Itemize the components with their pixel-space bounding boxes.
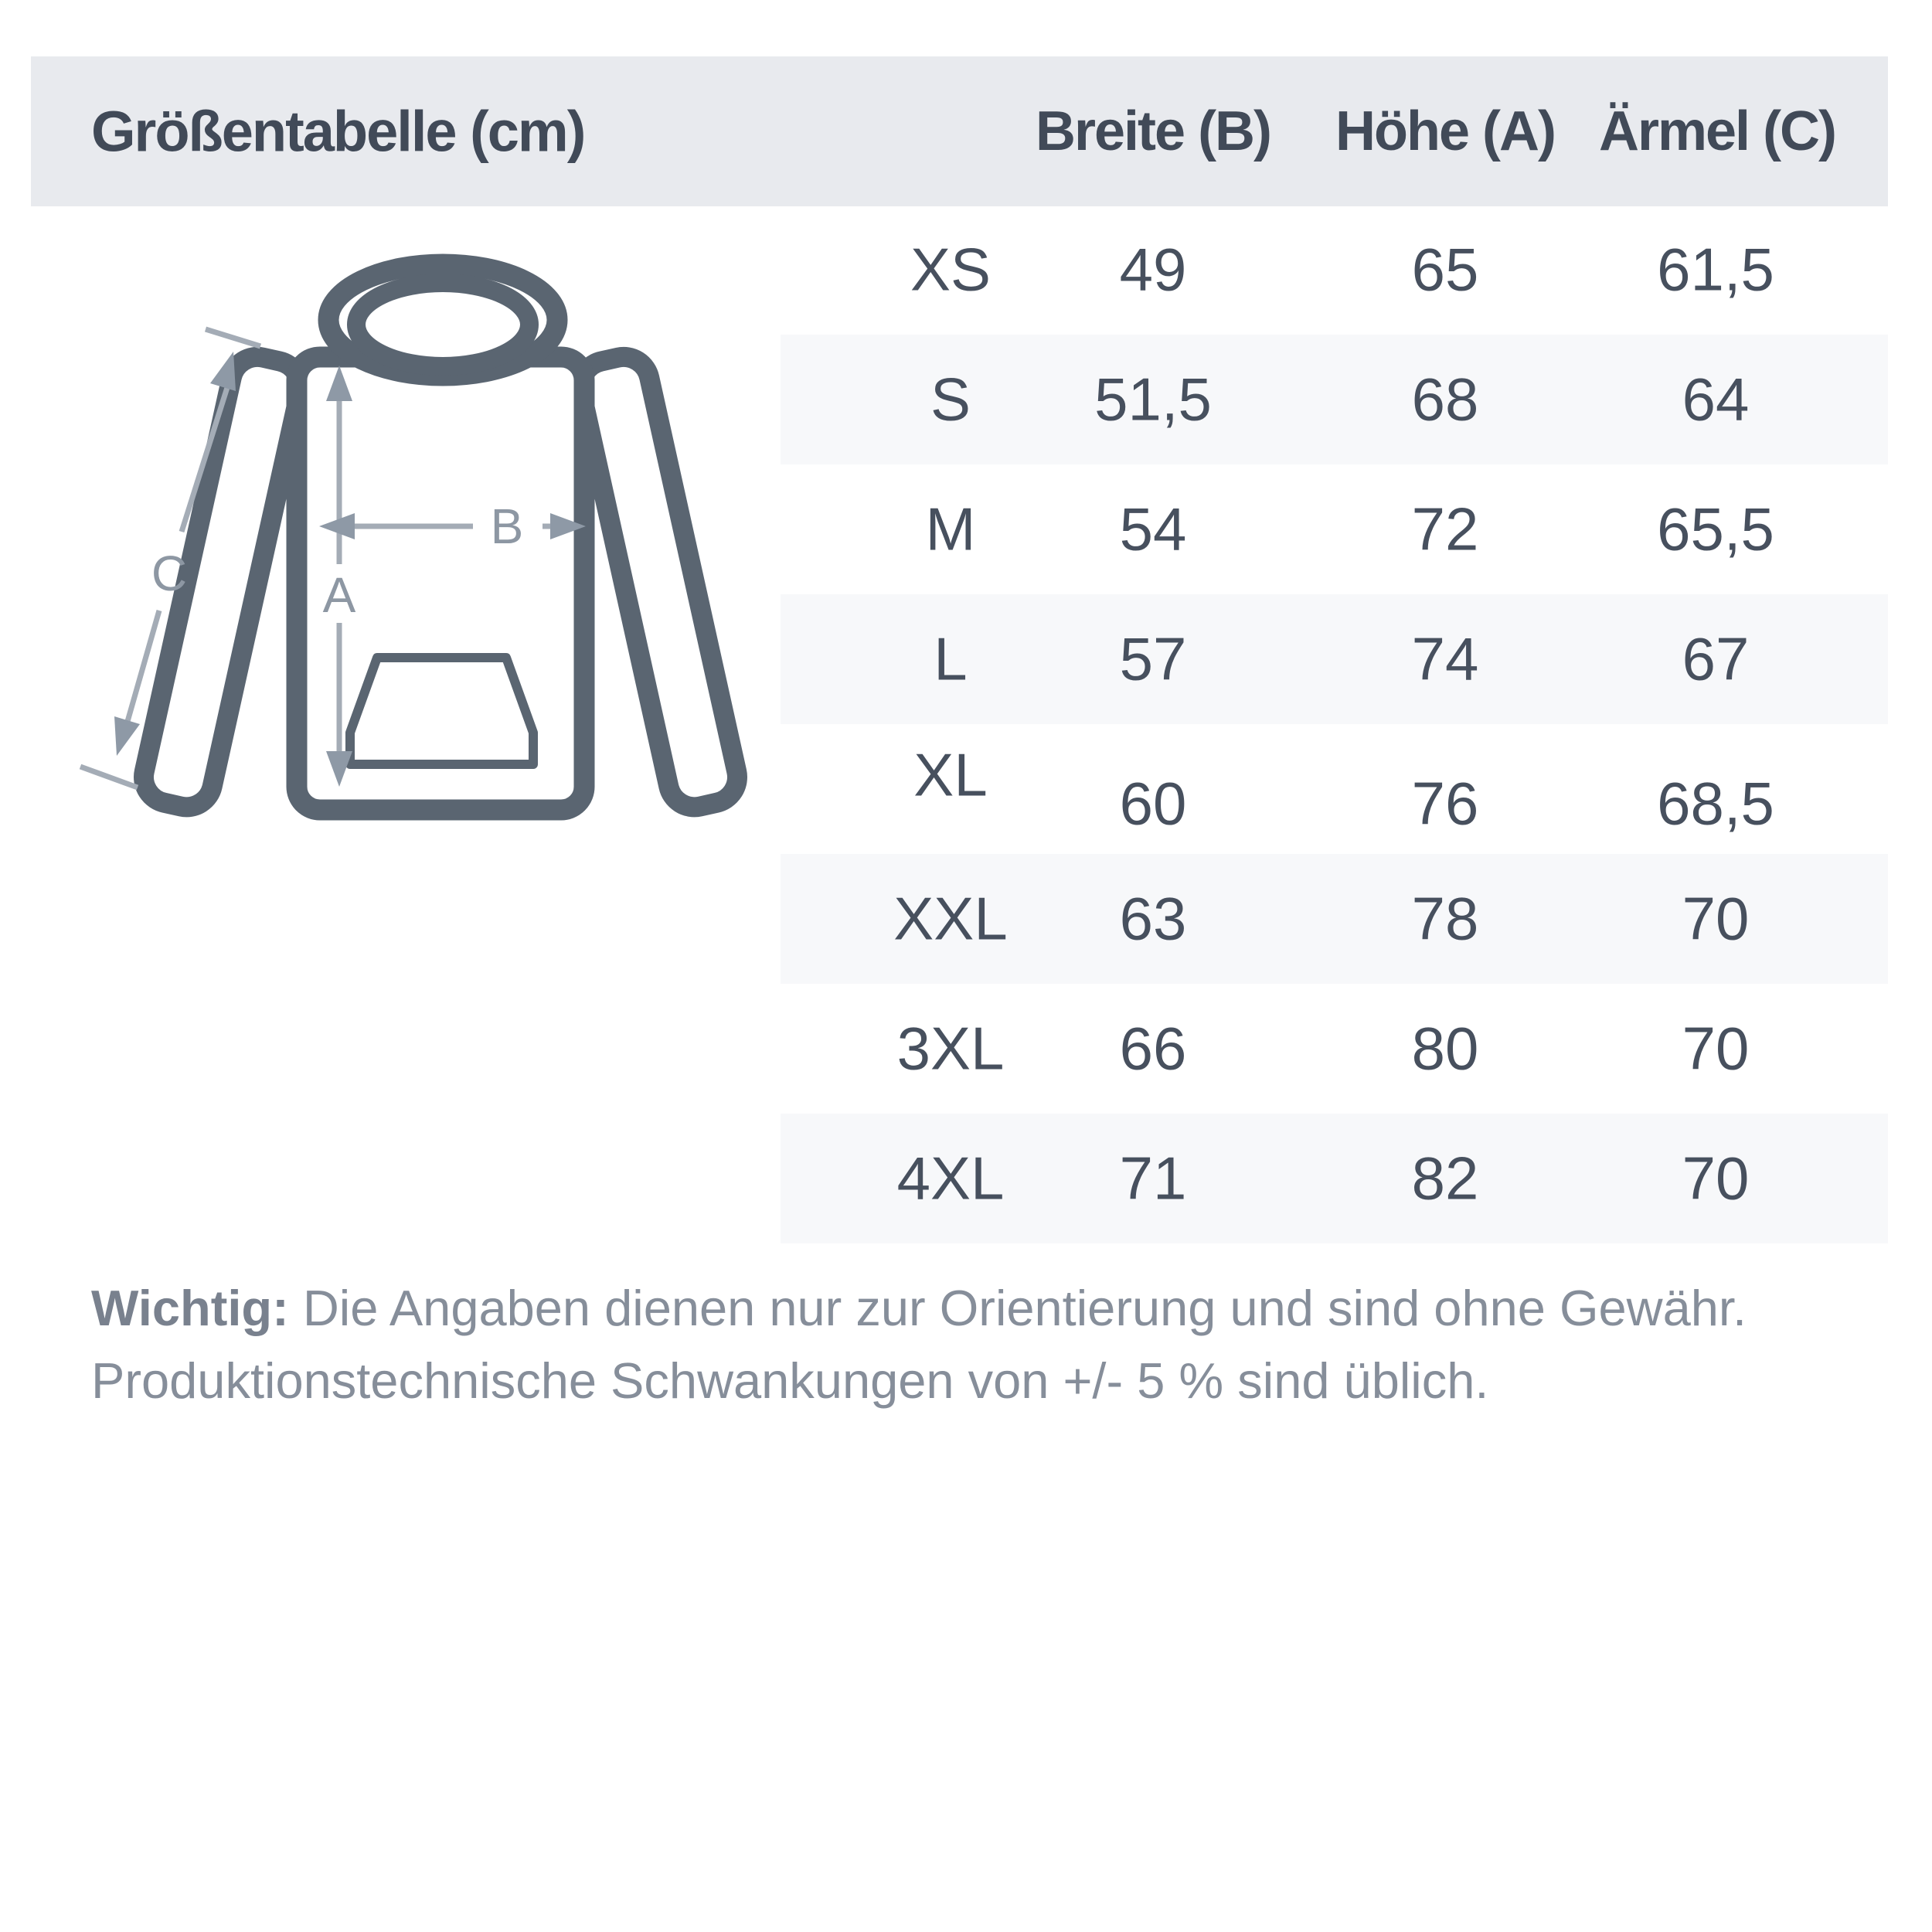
hoehe-cell: 74 bbox=[1411, 624, 1479, 693]
aermel-cell: 68,5 bbox=[1657, 769, 1774, 838]
aermel-cell: 70 bbox=[1682, 1144, 1750, 1213]
arrowhead-c-down bbox=[114, 716, 140, 756]
aermel-cell: 67 bbox=[1682, 624, 1750, 693]
hoehe-cell: 82 bbox=[1411, 1144, 1479, 1213]
label-b: B bbox=[490, 498, 524, 554]
hoehe-cell: 72 bbox=[1411, 495, 1479, 563]
disclaimer-line-2: Produktionstechnische Schwankungen von +/- 5 % sind üblich. bbox=[91, 1352, 1489, 1409]
hoehe-cell: 68 bbox=[1411, 365, 1479, 434]
table-row-4xl bbox=[781, 1114, 1888, 1243]
arrow-c-tick-bottom bbox=[80, 767, 138, 787]
disclaimer-text-1: Die Angaben dienen nur zur Orientierung und sind ohne Gewähr. bbox=[302, 1280, 1747, 1336]
disclaimer-note bbox=[91, 1272, 1869, 1417]
breite-cell: 71 bbox=[1119, 1144, 1187, 1213]
breite-cell: 49 bbox=[1119, 235, 1187, 304]
page-title: Größentabelle (cm) bbox=[91, 99, 585, 164]
size-cell: XS bbox=[910, 235, 992, 304]
disclaimer-line-1 bbox=[91, 1272, 1869, 1345]
aermel-cell: 64 bbox=[1682, 365, 1750, 434]
size-cell: S bbox=[930, 365, 971, 434]
breite-cell: 54 bbox=[1119, 495, 1187, 563]
column-header-breite: Breite (B) bbox=[1035, 100, 1271, 162]
size-cell: 3XL bbox=[896, 1014, 1005, 1083]
hoehe-cell: 80 bbox=[1411, 1014, 1479, 1083]
hood-inner bbox=[356, 283, 529, 366]
breite-cell: 60 bbox=[1119, 769, 1187, 838]
aermel-cell: 61,5 bbox=[1657, 235, 1774, 304]
pocket bbox=[350, 658, 533, 764]
aermel-cell: 65,5 bbox=[1657, 495, 1774, 563]
size-cell: XL bbox=[913, 740, 988, 809]
label-c: C bbox=[151, 546, 188, 601]
table-row-xl bbox=[781, 724, 1888, 854]
disclaimer-label: Wichtig: bbox=[91, 1280, 289, 1336]
right-sleeve bbox=[576, 352, 743, 811]
aermel-cell: 70 bbox=[1682, 1014, 1750, 1083]
breite-cell: 66 bbox=[1119, 1014, 1187, 1083]
hoehe-cell: 76 bbox=[1411, 769, 1479, 838]
breite-cell: 57 bbox=[1119, 624, 1187, 693]
table-row-xs bbox=[781, 205, 1888, 335]
hoehe-cell: 65 bbox=[1411, 235, 1479, 304]
breite-cell: 51,5 bbox=[1094, 365, 1212, 434]
size-cell: XXL bbox=[893, 884, 1008, 953]
hoodie-outline bbox=[138, 264, 742, 812]
hoodie-diagram bbox=[0, 0, 781, 889]
arrowhead-c-up bbox=[210, 352, 236, 391]
arrow-c-tick-top bbox=[206, 329, 260, 346]
size-cell: L bbox=[934, 624, 968, 693]
table-row-s bbox=[781, 335, 1888, 464]
table-row-3xl bbox=[781, 984, 1888, 1114]
hoehe-cell: 78 bbox=[1411, 884, 1479, 953]
size-cell: M bbox=[925, 495, 976, 563]
column-header-aermel: Ärmel (C) bbox=[1598, 100, 1836, 162]
table-row-m bbox=[781, 464, 1888, 594]
table-row-l bbox=[781, 594, 1888, 724]
aermel-cell: 70 bbox=[1682, 884, 1750, 953]
column-header-hoehe: Höhe (A) bbox=[1335, 100, 1555, 162]
label-a: A bbox=[322, 567, 356, 623]
breite-cell: 63 bbox=[1119, 884, 1187, 953]
size-cell: 4XL bbox=[896, 1144, 1005, 1213]
table-row-xxl bbox=[781, 854, 1888, 984]
